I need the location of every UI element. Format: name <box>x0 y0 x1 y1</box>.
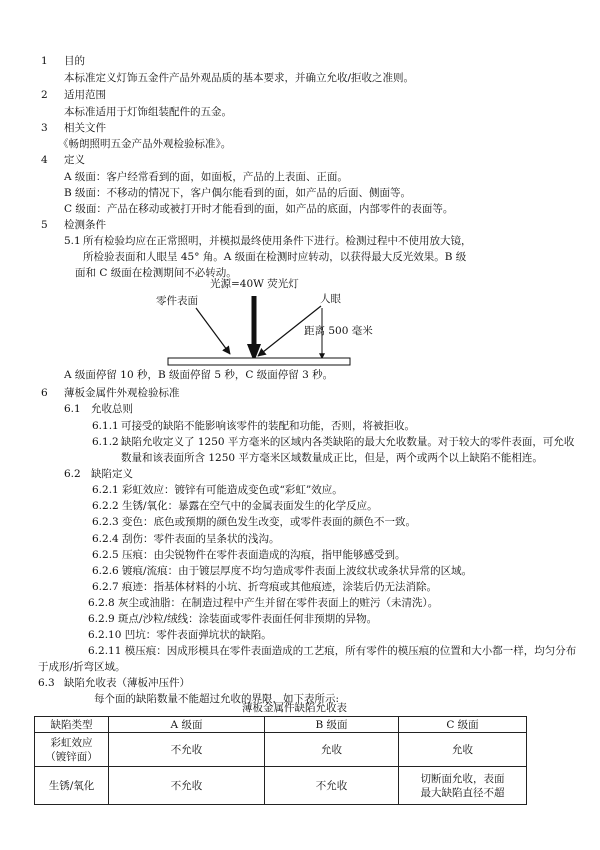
table-row <box>35 733 527 767</box>
paragraph: 本标准定义灯饰五金件产品外观品质的基本要求，并确立允收/拒收之准则。 <box>64 72 415 84</box>
cell-line: 彩虹效应 <box>50 736 93 749</box>
grade-a-cell: 不允收 <box>109 767 265 805</box>
section-number: 6 <box>41 387 48 399</box>
defect-definition: 6.2.3 变色：底色或预期的颜色发生改变，或零件表面的颜色不一致。 <box>92 516 417 528</box>
defect-definition: 6.2.6 镀痕/流痕：由于镀层厚度不均匀造成零件表面上波纹状或条状异常的区域。 <box>92 565 473 577</box>
section-number: 1 <box>41 55 48 67</box>
grade-b-cell: 允收 <box>265 733 399 767</box>
dwell-time-text: A 级面停留 10 秒，B 级面停留 5 秒，C 级面停留 3 秒。 <box>64 369 334 381</box>
defect-type-cell: 生锈/氧化 <box>35 767 109 805</box>
section-title: 目的 <box>64 55 85 67</box>
definition-a: A 级面：客户经常看到的面，如面板，产品的上表面、正面。 <box>64 171 348 183</box>
subsection-title: 缺陷允收表（薄板冲压件） <box>64 677 190 689</box>
defect-definition: 6.2.7 痕迹：指基体材料的小坑、折弯痕或其他痕迹，涂装后仍无法消除。 <box>92 581 438 593</box>
section-number: 2 <box>41 89 48 101</box>
paragraph: 所有检验均应在正常照明，并模拟最终使用条件下进行。检测过程中不使用放大镜， <box>83 235 472 247</box>
grade-c-cell: 允收 <box>399 733 527 767</box>
defect-definition: 于成形/折弯区域。 <box>38 661 126 673</box>
header-cell: C 级面 <box>399 717 527 733</box>
grade-b-cell: 不允收 <box>265 767 399 805</box>
section-number: 3 <box>41 122 48 134</box>
header-cell: B 级面 <box>265 717 399 733</box>
defect-definition: 6.2.8 灰尘或油脂：在制造过程中产生并留在零件表面上的赃污（未清洗）。 <box>88 597 439 609</box>
eye-label: 人眼 <box>320 293 341 305</box>
defect-definition: 6.2.10 凹坑：零件表面弹坑状的缺陷。 <box>88 629 272 641</box>
section-title: 检测条件 <box>64 219 106 231</box>
defect-definition: 6.2.2 生锈/氧化：暴露在空气中的金属表面发生的化学反应。 <box>92 500 378 512</box>
paragraph: 数量和该表面所含 1250 平方毫米区域数量成正比，但是，两个或两个以上缺陷不能相连。 <box>121 452 543 464</box>
definition-c: C 级面：产品在移动或被打开时才能看到的面，如产品的底面，内部零件的表面等。 <box>64 203 454 215</box>
section-title: 定义 <box>64 154 85 166</box>
paragraph: 本标准适用于灯饰组装配件的五金。 <box>64 106 232 118</box>
definition-b: B 级面：不移动的情况下，客户偶尔能看到的面，如产品的后面、侧面等。 <box>64 187 412 199</box>
part-surface <box>168 358 350 365</box>
cell-line: 最大缺陷直径不超 <box>420 786 505 799</box>
section-number: 5 <box>41 219 48 231</box>
subsection-number: 6.1 <box>64 403 81 415</box>
header-cell: 缺陷类型 <box>35 717 109 733</box>
subsection-number: 6.2 <box>64 468 81 480</box>
paragraph: 《畅朗照明五金产品外观检验标准》。 <box>58 138 232 150</box>
defect-definition: 6.2.1 彩虹效应：镀锌有可能造成变色或“彩虹”效应。 <box>92 484 343 496</box>
section-number: 4 <box>41 154 48 166</box>
section-title: 相关文件 <box>64 122 106 134</box>
section-title: 适用范围 <box>64 89 106 101</box>
paragraph: 所检验表面和人眼呈 45° 角。A 级面在检测时应转动，以获得最大反光效果。B 级 <box>83 251 467 263</box>
subsection-title: 允收总则 <box>91 403 133 415</box>
inspection-diagram <box>0 0 600 380</box>
table-row <box>35 767 527 805</box>
table-header-row <box>35 717 527 733</box>
cell-line: 切断面允收，表面 <box>420 772 505 785</box>
clause-number: 6.1.1 <box>92 420 119 432</box>
defect-type-cell <box>35 733 109 767</box>
part-surface-label: 零件表面 <box>156 295 198 307</box>
defect-definition: 6.2.11 模压痕：因成形模具在零件表面造成的工艺痕，所有零件的模压痕的位置和大小都一样，均匀分布 <box>88 645 577 657</box>
header-cell: A 级面 <box>109 717 265 733</box>
light-source-label: 光源=40W 荧光灯 <box>210 278 299 290</box>
defect-definition: 6.2.9 斑点/沙粒/绒线：涂装面或零件表面任何非预期的异物。 <box>88 613 378 625</box>
defect-definition: 6.2.5 压痕：由尖锐物件在零件表面造成的沟痕，指甲能够感受到。 <box>92 549 406 561</box>
table-intro: 每个面的缺陷数量不能超过允收的界限，如下表所示: <box>94 693 340 705</box>
subsection-title: 缺陷定义 <box>91 468 133 480</box>
paragraph: 可接受的缺陷不能影响该零件的装配和功能，否则，将被拒收。 <box>121 420 415 432</box>
paragraph: 面和 C 级面在检测期间不必转动。 <box>75 267 237 279</box>
grade-a-cell: 不允收 <box>109 733 265 767</box>
defect-definition: 6.2.4 刮伤：零件表面的呈条状的浅沟。 <box>92 533 280 545</box>
subsection-number: 6.3 <box>38 677 55 689</box>
defect-acceptance-table <box>34 716 527 805</box>
grade-c-cell <box>399 767 527 805</box>
table-caption: 薄板金属件缺陷允收表 <box>242 702 347 714</box>
part-pointer-arrow <box>196 308 230 354</box>
clause-number: 6.1.2 <box>92 436 119 448</box>
paragraph: 缺陷允收定义了 1250 平方毫米的区域内各类缺陷的最大允收数量。对于较大的零件表面，可允收 <box>121 436 575 448</box>
distance-label: 距离 500 毫米 <box>304 325 373 337</box>
section-title: 薄板金属件外观检验标准 <box>64 387 180 399</box>
subsection-number: 5.1 <box>64 235 81 247</box>
cell-line: （镀锌面） <box>45 750 98 763</box>
